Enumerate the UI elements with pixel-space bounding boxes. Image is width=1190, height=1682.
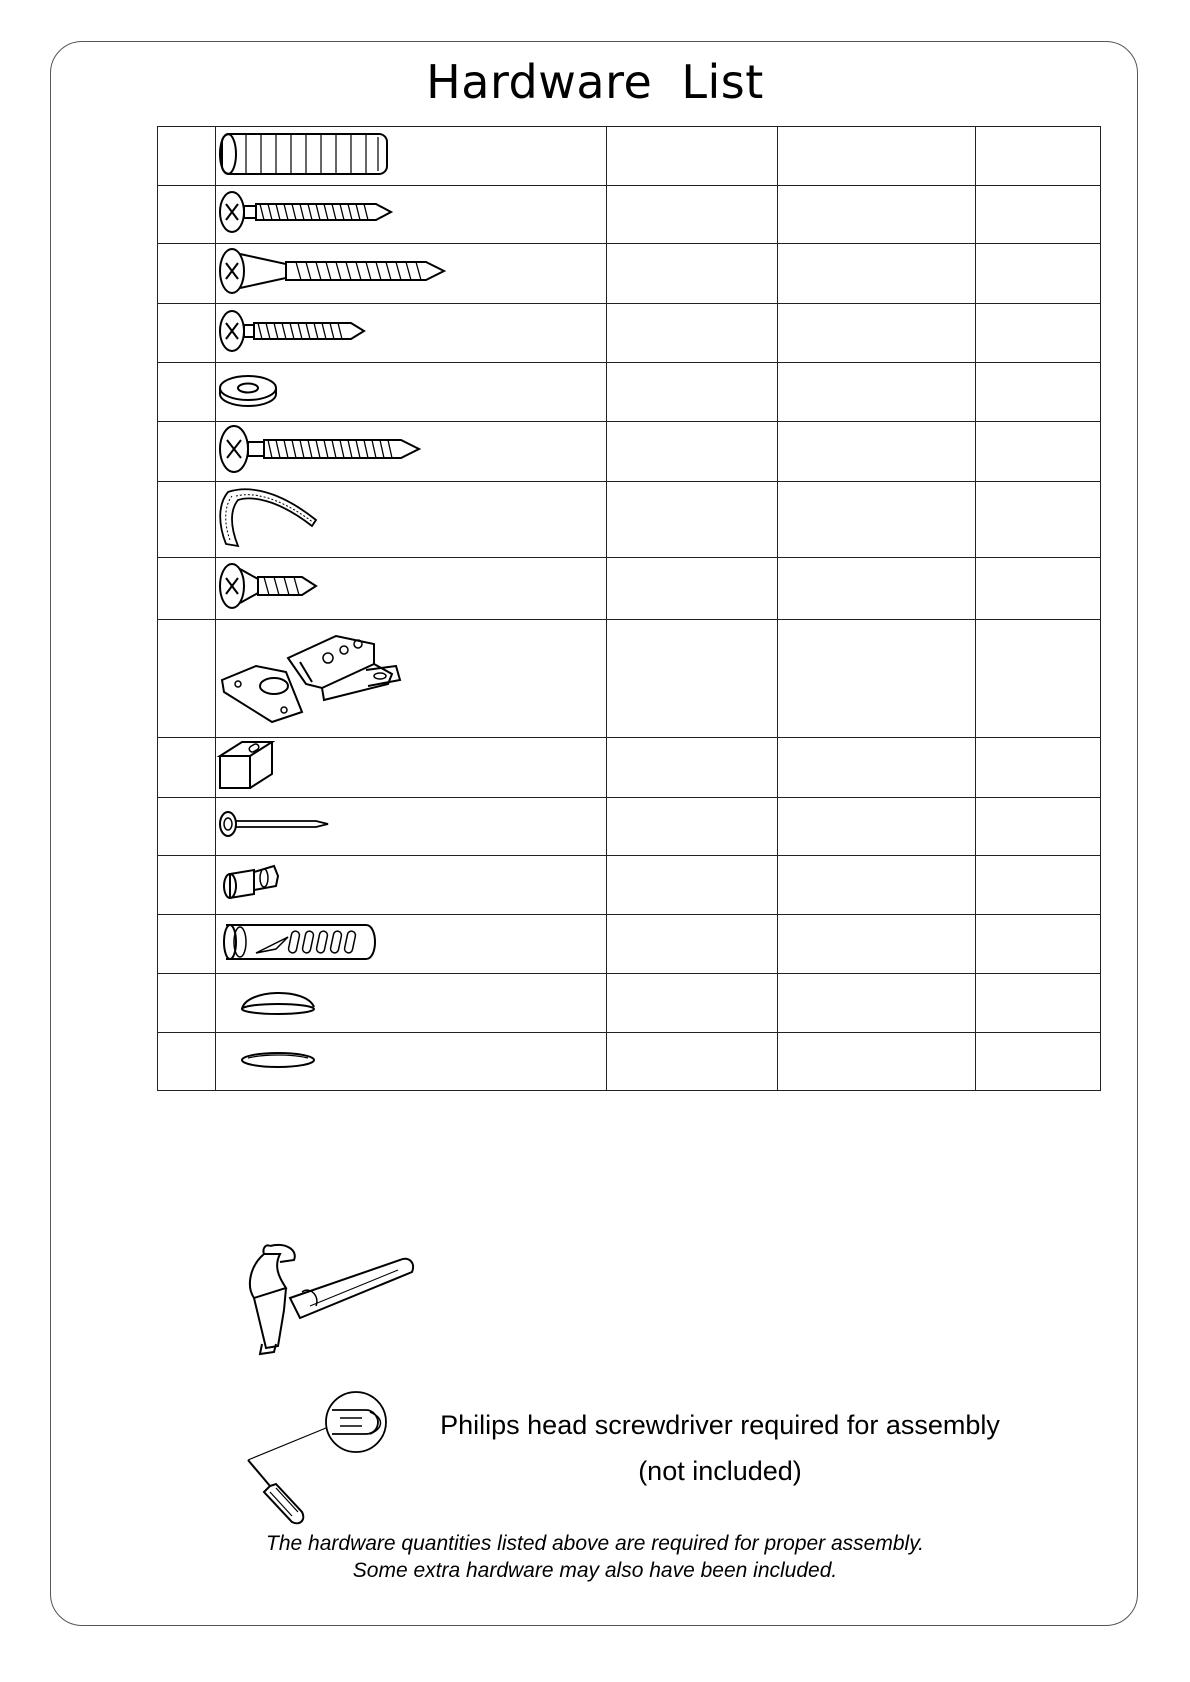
- desc-cell: [778, 363, 976, 422]
- hammer-icon: [240, 1240, 420, 1365]
- part-id-cell: [158, 798, 216, 856]
- part-id-cell: [158, 304, 216, 363]
- qty-cell: [607, 127, 778, 186]
- desc-cell: [778, 915, 976, 974]
- check-cell: [976, 304, 1101, 363]
- qty-cell: [607, 798, 778, 856]
- part-image-cell: [216, 798, 607, 856]
- qty-cell: [607, 915, 778, 974]
- check-cell: [976, 620, 1101, 738]
- washer-icon: [216, 397, 296, 414]
- desc-cell: [778, 304, 976, 363]
- long-flat-head-screw-icon: [216, 285, 456, 302]
- short-flat-head-screw-icon: [216, 600, 326, 617]
- part-id-cell: [158, 620, 216, 738]
- table-row: [158, 186, 1101, 244]
- table-row: [158, 558, 1101, 620]
- table-row: [158, 127, 1101, 186]
- qty-cell: [607, 186, 778, 244]
- table-row: [158, 482, 1101, 558]
- check-cell: [976, 127, 1101, 186]
- wall-anchor-icon: [216, 952, 386, 969]
- qty-cell: [607, 620, 778, 738]
- desc-cell: [778, 620, 976, 738]
- part-image-cell: [216, 738, 607, 798]
- part-image-cell: [216, 186, 607, 244]
- part-id-cell: [158, 856, 216, 915]
- check-cell: [976, 856, 1101, 915]
- part-image-cell: [216, 1033, 607, 1091]
- part-image-cell: [216, 363, 607, 422]
- qty-cell: [607, 1033, 778, 1091]
- check-cell: [976, 798, 1101, 856]
- wooden-dowel-icon: [216, 166, 406, 183]
- part-id-cell: [158, 363, 216, 422]
- table-row: [158, 363, 1101, 422]
- table-row: [158, 620, 1101, 738]
- check-cell: [976, 1033, 1101, 1091]
- table-row: [158, 244, 1101, 304]
- check-cell: [976, 363, 1101, 422]
- qty-cell: [607, 856, 778, 915]
- part-image-cell: [216, 620, 607, 738]
- check-cell: [976, 244, 1101, 304]
- qty-cell: [607, 738, 778, 798]
- shelf-support-pin-icon: [216, 893, 296, 910]
- part-id-cell: [158, 244, 216, 304]
- pan-head-screw-icon: [216, 224, 406, 241]
- part-id-cell: [158, 186, 216, 244]
- check-cell: [976, 915, 1101, 974]
- part-image-cell: [216, 558, 607, 620]
- part-id-cell: [158, 1033, 216, 1091]
- screwdriver-requirement-text: Philips head screwdriver required for assembly: [440, 1410, 1000, 1440]
- part-image-cell: [216, 244, 607, 304]
- qty-cell: [607, 304, 778, 363]
- anti-tip-strap-icon: [216, 537, 326, 554]
- part-image-cell: [216, 422, 607, 482]
- qty-cell: [607, 422, 778, 482]
- check-cell: [976, 186, 1101, 244]
- qty-cell: [607, 974, 778, 1033]
- check-cell: [976, 974, 1101, 1033]
- desc-cell: [778, 422, 976, 482]
- part-id-cell: [158, 738, 216, 798]
- desc-cell: [778, 244, 976, 304]
- part-id-cell: [158, 482, 216, 558]
- part-image-cell: [216, 856, 607, 915]
- cam-cover-cap-icon: [216, 1008, 326, 1025]
- qty-cell: [607, 482, 778, 558]
- table-row: [158, 738, 1101, 798]
- desc-cell: [778, 798, 976, 856]
- table-row: [158, 856, 1101, 915]
- check-cell: [976, 422, 1101, 482]
- part-id-cell: [158, 915, 216, 974]
- desc-cell: [778, 1033, 976, 1091]
- check-cell: [976, 482, 1101, 558]
- desc-cell: [778, 974, 976, 1033]
- part-id-cell: [158, 127, 216, 186]
- check-cell: [976, 558, 1101, 620]
- desc-cell: [778, 186, 976, 244]
- desc-cell: [778, 558, 976, 620]
- table-row: [158, 798, 1101, 856]
- desc-cell: [778, 738, 976, 798]
- footer-note-line1: The hardware quantities listed above are required for proper assembly.: [266, 1532, 924, 1555]
- nail-icon: [216, 828, 336, 845]
- part-image-cell: [216, 127, 607, 186]
- desc-cell: [778, 127, 976, 186]
- l-bracket-icon: [216, 779, 286, 796]
- part-image-cell: [216, 974, 607, 1033]
- long-pan-head-screw-icon: [216, 463, 431, 480]
- footer-note-line2: Some extra hardware may also have been included.: [352, 1559, 838, 1582]
- table-row: [158, 974, 1101, 1033]
- hardware-table: [157, 126, 1101, 1091]
- short-pan-head-screw-icon: [216, 343, 376, 360]
- cabinet-hinge-icon: [216, 717, 406, 734]
- table-row: [158, 915, 1101, 974]
- desc-cell: [778, 482, 976, 558]
- table-row: [158, 1033, 1101, 1091]
- table-row: [158, 304, 1101, 363]
- not-included-text: (not included): [638, 1456, 802, 1486]
- screw-cover-cap-icon: [216, 1063, 326, 1080]
- part-image-cell: [216, 915, 607, 974]
- part-image-cell: [216, 304, 607, 363]
- phillips-screwdriver-icon: [240, 1388, 400, 1533]
- table-row: [158, 422, 1101, 482]
- page-title: Hardware List: [426, 55, 764, 109]
- desc-cell: [778, 856, 976, 915]
- qty-cell: [607, 558, 778, 620]
- part-id-cell: [158, 974, 216, 1033]
- qty-cell: [607, 363, 778, 422]
- qty-cell: [607, 244, 778, 304]
- part-image-cell: [216, 482, 607, 558]
- part-id-cell: [158, 422, 216, 482]
- part-id-cell: [158, 558, 216, 620]
- check-cell: [976, 738, 1101, 798]
